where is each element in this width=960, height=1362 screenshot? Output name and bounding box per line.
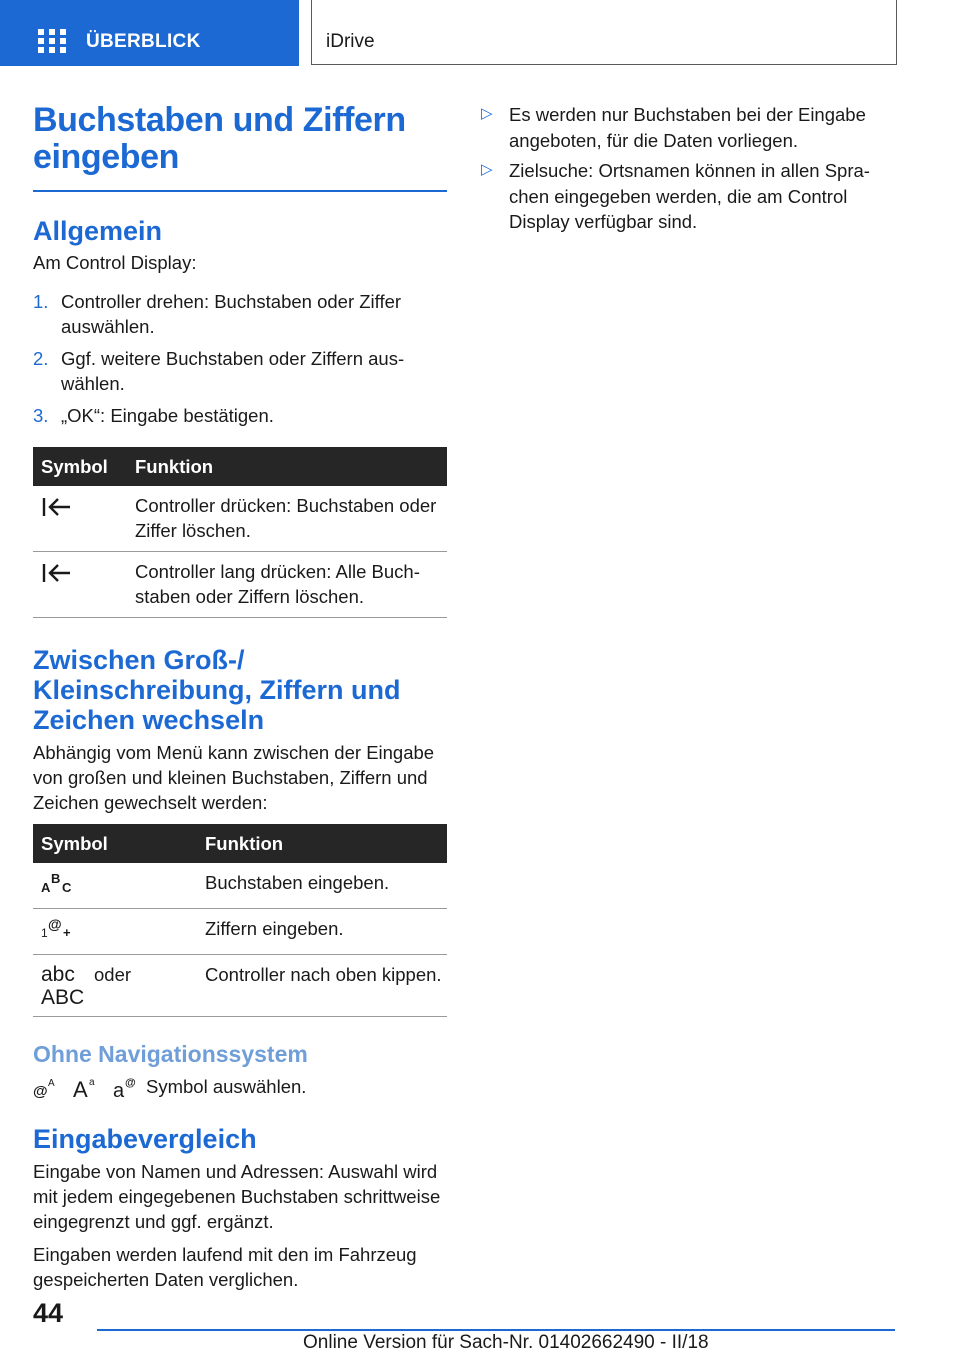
heading-compare: Eingabevergleich (33, 1124, 257, 1154)
overview-tab[interactable] (0, 0, 299, 66)
table-header-symbol: Symbol (33, 447, 127, 486)
abc-letters-icon (41, 870, 75, 894)
svg-text:A: A (73, 1077, 88, 1100)
numbers-symbols-icon (41, 916, 75, 940)
svg-text:+: + (63, 925, 71, 940)
at-letter-icon (33, 1074, 59, 1100)
svg-text:@: @ (48, 916, 62, 932)
table-header-function: Funktion (197, 824, 447, 863)
svg-text:ABC: ABC (41, 986, 85, 1006)
triangle-bullet-icon: ▷ (481, 161, 493, 178)
table-cell-symbol (33, 955, 197, 1017)
table-cell-symbol (33, 863, 197, 909)
list-item: 1. Controller drehen: Buchstaben oder Ziffer auswählen. (33, 291, 402, 337)
right-column (481, 102, 881, 240)
svg-text:@: @ (125, 1077, 136, 1089)
heading-general: Allgemein (33, 216, 163, 246)
table-cell-function: Buchstaben eingeben. (197, 863, 447, 909)
table-cell-symbol (33, 486, 127, 552)
heading-switch: Zwischen Groß-/ Kleinschreibung, Ziffern und Zeichen wechseln (33, 645, 401, 735)
page-number: 44 (33, 1298, 64, 1328)
table-row (33, 909, 447, 955)
lowercase-at-icon (113, 1074, 141, 1100)
svg-text:B: B (51, 871, 61, 886)
compare-paragraph-1: Eingabe von Namen und Adressen: Auswahl wird mit jedem eingegebenen Buchstaben schrittweise eingegrenzt und ggf. ergänzt. (33, 1161, 441, 1232)
compare-paragraph-2: Eingaben werden laufend mit den im Fahrzeug gespeicherten Daten verglichen. (33, 1244, 417, 1290)
list-item: 2. Ggf. weitere Buchstaben oder Ziffern auswählen. (33, 348, 405, 394)
table-row (33, 955, 447, 1017)
table-header-symbol: Symbol (33, 824, 197, 863)
page-title: Buchstaben und Ziffern eingeben (33, 101, 406, 176)
grid-icon (38, 29, 66, 53)
table-row (33, 552, 447, 618)
heading-no-nav: Ohne Navigationssystem (33, 1041, 308, 1067)
table-cell-function: Controller nach oben kippen. (197, 955, 447, 1017)
table-cell-function: Controller drücken: Buchstaben oder Ziffer löschen. (127, 486, 447, 552)
list-item: ▷ Zielsuche: Ortsnamen können in allen Sprachen eingegeben werden, die am Control Display verfügbar sind. (481, 158, 881, 235)
compare-bullets (481, 102, 881, 235)
input-mode-table (33, 824, 447, 1017)
triangle-bullet-icon: ▷ (481, 105, 493, 122)
left-column (33, 102, 447, 1292)
svg-text:a: a (89, 1077, 95, 1088)
section-tab-idrive[interactable] (311, 0, 897, 65)
table-cell-function: Ziffern eingeben. (197, 909, 447, 955)
table-header-function: Funktion (127, 447, 447, 486)
top-navigation-bar (0, 0, 960, 66)
list-item: ▷ Es werden nur Buchstaben bei der Eingabe angeboten, für die Daten vorliegen. (481, 102, 881, 153)
steps-list (33, 289, 447, 428)
case-toggle-icon (41, 962, 87, 1006)
table-row (33, 863, 447, 909)
general-intro: Am Control Display: (33, 252, 197, 273)
table-cell-symbol (33, 909, 197, 955)
delete-arrow-icon (41, 562, 73, 584)
footer-text: Online Version für Sach-Nr. 01402662490 - II/18 (303, 1332, 709, 1353)
delete-arrow-icon (41, 496, 73, 518)
list-item: 3. „OK“: Eingabe bestätigen. (33, 405, 274, 426)
svg-text:@: @ (33, 1083, 48, 1100)
table-row (33, 486, 447, 552)
switch-intro: Abhängig vom Menü kann zwischen der Eingabe von großen und kleinen Buchstaben, Ziffern und Zeichen gewechselt werden: (33, 742, 435, 813)
symbol-or-label: oder (94, 964, 132, 985)
svg-text:A: A (41, 880, 51, 894)
svg-text:C: C (62, 880, 72, 894)
no-nav-symbol-row (33, 1074, 447, 1100)
footer-divider (97, 1329, 895, 1331)
svg-text:1: 1 (41, 926, 48, 940)
overview-tab-label: ÜBERBLICK (86, 31, 201, 52)
title-divider (33, 190, 447, 192)
table-cell-symbol (33, 552, 127, 618)
svg-text:abc: abc (41, 963, 75, 986)
delete-symbol-table (33, 447, 447, 618)
svg-text:a: a (113, 1080, 125, 1100)
svg-text:A: A (48, 1078, 55, 1089)
table-cell-function: Controller lang drücken: Alle Buchstaben oder Ziffern löschen. (127, 552, 447, 618)
uppercase-lowercase-icon (73, 1074, 99, 1100)
section-tab-label: iDrive (326, 31, 375, 52)
no-nav-text: Symbol auswählen. (146, 1076, 307, 1097)
